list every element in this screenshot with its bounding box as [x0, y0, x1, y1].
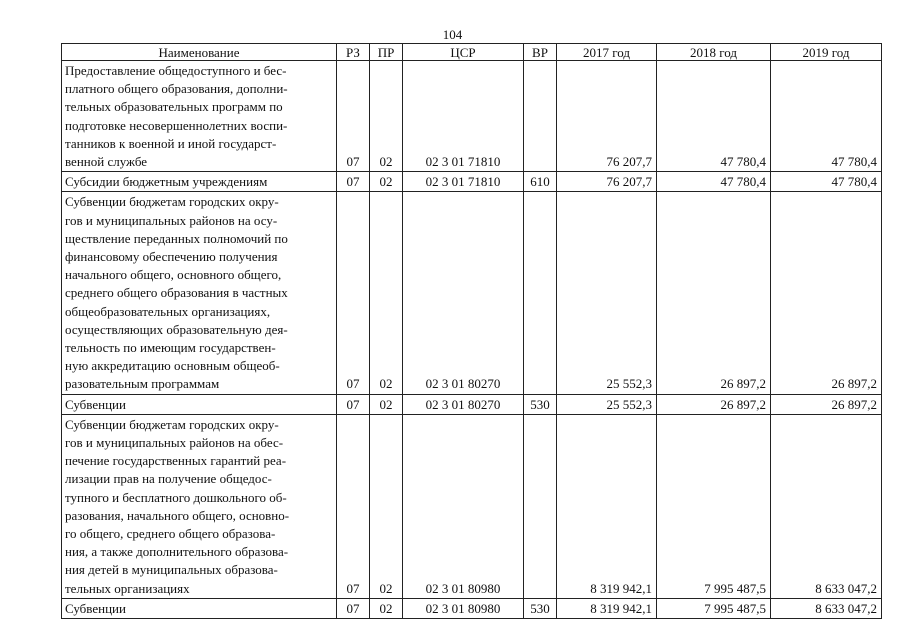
name-line: венной службе: [65, 154, 148, 170]
cell-rz: 07: [337, 61, 370, 172]
col-header-2018: 2018 год: [657, 44, 771, 61]
col-header-rz: РЗ: [337, 44, 370, 61]
cell-2019: 26 897,2: [771, 192, 882, 394]
cell-rz: 07: [337, 598, 370, 618]
name-line: Субвенции: [65, 396, 126, 412]
cell-name: [62, 414, 337, 598]
cell-pr: 02: [370, 192, 403, 394]
name-line: разовательным программам: [65, 376, 220, 392]
col-header-2019: 2019 год: [771, 44, 882, 61]
cell-2017: 25 552,3: [557, 394, 657, 414]
name-line: Предоставление общедоступного и бес-: [65, 63, 287, 78]
cell-2019: 47 780,4: [771, 172, 882, 192]
name-line: тельность по имеющим государствен-: [65, 340, 276, 356]
cell-2017: 8 319 942,1: [557, 414, 657, 598]
cell-2017: 76 207,7: [557, 61, 657, 172]
cell-vr: [524, 414, 557, 598]
page-number: 104: [442, 27, 463, 42]
cell-vr: [524, 192, 557, 394]
budget-table: [61, 43, 882, 619]
name-line: Субвенции бюджетам городских окру-: [65, 416, 279, 432]
table-row: [62, 394, 882, 414]
cell-rz: 07: [337, 394, 370, 414]
cell-name: [62, 598, 337, 618]
name-line: тельных организациях: [65, 580, 190, 596]
name-line: платного общего образования, дополни-: [65, 81, 288, 97]
name-line: Субсидии бюджетным учреждениям: [65, 174, 268, 190]
name-line: Субвенции бюджетам городских окру-: [65, 194, 279, 210]
cell-vr: 530: [524, 394, 557, 414]
name-line: гов и муниципальных районов на обес-: [65, 435, 284, 451]
cell-pr: 02: [370, 598, 403, 618]
cell-2018: 7 995 487,5: [657, 598, 771, 618]
cell-vr: [524, 61, 557, 172]
col-header-pr: ПР: [370, 44, 403, 61]
table-row: [62, 598, 882, 618]
cell-2019: 8 633 047,2: [771, 414, 882, 598]
cell-name: [62, 192, 337, 394]
name-line: осуществляющих образовательную дея-: [65, 321, 288, 337]
cell-vr: 530: [524, 598, 557, 618]
cell-name: [62, 61, 337, 172]
cell-rz: 07: [337, 192, 370, 394]
name-line: тупного и бесплатного дошкольного об-: [65, 489, 287, 505]
cell-2018: 26 897,2: [657, 192, 771, 394]
col-header-vr: ВР: [524, 44, 557, 61]
name-line: начального общего, основного общего,: [65, 267, 282, 283]
name-line: финансовому обеспечению получения: [65, 249, 278, 265]
name-line: общеобразовательных организациях,: [65, 303, 271, 319]
cell-name: [62, 172, 337, 192]
cell-csr: 02 3 01 80980: [403, 414, 524, 598]
cell-rz: 07: [337, 172, 370, 192]
cell-2019: 26 897,2: [771, 394, 882, 414]
cell-csr: 02 3 01 80980: [403, 598, 524, 618]
cell-2019: 8 633 047,2: [771, 598, 882, 618]
name-line: ния детей в муниципальных образова-: [65, 562, 278, 578]
table-row: [62, 414, 882, 598]
cell-rz: 07: [337, 414, 370, 598]
cell-2017: 8 319 942,1: [557, 598, 657, 618]
name-line: танников к военной и иной государст-: [65, 135, 277, 151]
name-line: Субвенции: [65, 600, 126, 616]
cell-2018: 47 780,4: [657, 172, 771, 192]
table-row: [62, 192, 882, 394]
cell-2018: 7 995 487,5: [657, 414, 771, 598]
name-line: разования, начального общего, основно-: [65, 507, 290, 523]
name-line: среднего общего образования в частных: [65, 285, 288, 301]
cell-2019: 47 780,4: [771, 61, 882, 172]
cell-vr: 610: [524, 172, 557, 192]
cell-2017: 25 552,3: [557, 192, 657, 394]
name-line: печение государственных гарантий реа-: [65, 453, 287, 469]
name-line: ществление переданных полномочий по: [65, 230, 288, 246]
cell-name: [62, 394, 337, 414]
col-header-name: Наименование: [62, 44, 337, 61]
cell-csr: 02 3 01 80270: [403, 192, 524, 394]
cell-pr: 02: [370, 394, 403, 414]
name-line: ния, а также дополнительного образова-: [65, 544, 289, 560]
cell-csr: 02 3 01 71810: [403, 61, 524, 172]
cell-pr: 02: [370, 61, 403, 172]
cell-pr: 02: [370, 414, 403, 598]
name-line: гов и муниципальных районов на осу-: [65, 212, 278, 228]
cell-csr: 02 3 01 71810: [403, 172, 524, 192]
table-row: [62, 61, 882, 172]
cell-2018: 26 897,2: [657, 394, 771, 414]
name-line: го общего, среднего общего образова-: [65, 526, 276, 542]
name-line: подготовке несовершеннолетних воспи-: [65, 117, 288, 133]
col-header-csr: ЦСР: [403, 44, 524, 61]
header-row: [62, 44, 882, 61]
name-line: лизации прав на получение общедос-: [65, 471, 272, 487]
cell-2018: 47 780,4: [657, 61, 771, 172]
cell-2017: 76 207,7: [557, 172, 657, 192]
cell-pr: 02: [370, 172, 403, 192]
name-line: ную аккредитацию основным общеоб-: [65, 358, 280, 374]
name-line: тельных образовательных программ по: [65, 99, 283, 115]
table-row: [62, 172, 882, 192]
col-header-2017: 2017 год: [557, 44, 657, 61]
cell-csr: 02 3 01 80270: [403, 394, 524, 414]
